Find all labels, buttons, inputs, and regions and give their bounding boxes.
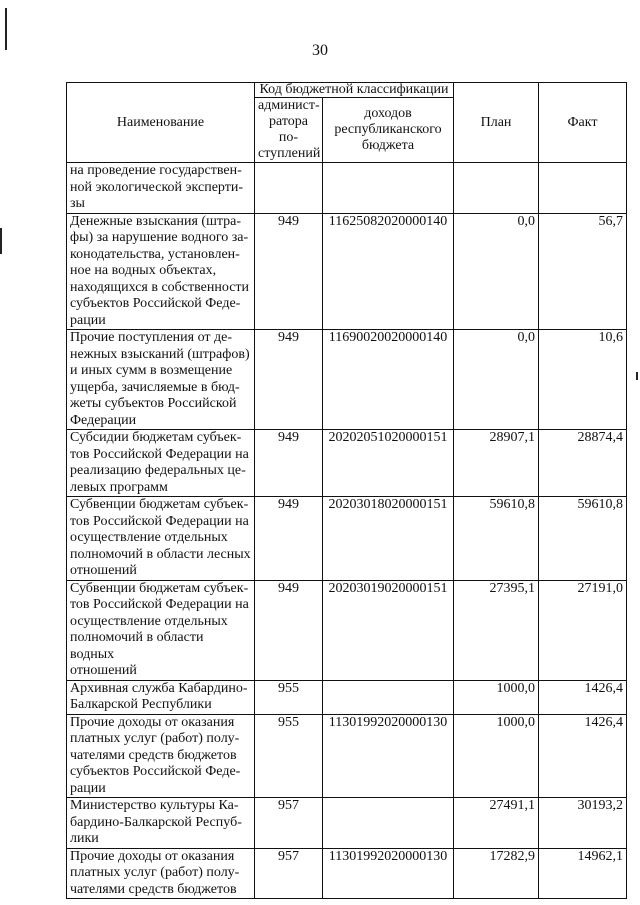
table-row xyxy=(67,430,627,497)
cell-admin-code: 957 xyxy=(255,848,323,899)
cell-fact: 27191,0 xyxy=(539,580,627,680)
table-row xyxy=(67,497,627,581)
cell-plan: 27395,1 xyxy=(454,580,539,680)
cell-admin-code: 955 xyxy=(255,680,323,714)
cell-plan: 27491,1 xyxy=(454,798,539,849)
cell-income-code: 11301992020000130 xyxy=(323,848,454,899)
cell-plan: 17282,9 xyxy=(454,848,539,899)
cell-name: Субсидии бюджетам субъек- тов Российской Федерации на реализацию федеральных це- левых программ xyxy=(67,430,255,497)
cell-name: Субвенции бюджетам субъек- тов Российской Федерации на осуществление отдельных полномочий в области водных отношений xyxy=(67,580,255,680)
cell-income-code: 20202051020000151 xyxy=(323,430,454,497)
header-name: Наименование xyxy=(67,83,255,163)
cell-admin-code: 949 xyxy=(255,497,323,581)
cell-plan: 1000,0 xyxy=(454,714,539,798)
cell-fact xyxy=(539,163,627,214)
header-plan: План xyxy=(454,83,539,163)
table-row xyxy=(67,848,627,899)
cell-admin-code: 949 xyxy=(255,330,323,430)
cell-admin-code: 949 xyxy=(255,580,323,680)
budget-table xyxy=(66,82,627,899)
cell-fact: 14962,1 xyxy=(539,848,627,899)
cell-name: Архивная служба Кабардино- Балкарской Республики xyxy=(67,680,255,714)
cell-fact: 1426,4 xyxy=(539,680,627,714)
table-row xyxy=(67,163,627,214)
cell-plan: 59610,8 xyxy=(454,497,539,581)
cell-admin-code: 957 xyxy=(255,798,323,849)
cell-fact: 30193,2 xyxy=(539,798,627,849)
table-row xyxy=(67,213,627,330)
table-row xyxy=(67,680,627,714)
cell-income-code: 11625082020000140 xyxy=(323,213,454,330)
cell-plan xyxy=(454,163,539,214)
table-row xyxy=(67,330,627,430)
cell-plan: 0,0 xyxy=(454,330,539,430)
cell-name: Денежные взыскания (штра- фы) за нарушение водного за- конодательства, установлен- ное на водных объектах, находящихся в собственности субъектов Российской Феде- рации xyxy=(67,213,255,330)
cell-name: Субвенции бюджетам субъек- тов Российской Федерации на осуществление отдельных полномочий в области лесных отношений xyxy=(67,497,255,581)
cell-fact: 59610,8 xyxy=(539,497,627,581)
table-row xyxy=(67,714,627,798)
cell-fact: 10,6 xyxy=(539,330,627,430)
cell-fact: 1426,4 xyxy=(539,714,627,798)
cell-admin-code: 949 xyxy=(255,430,323,497)
cell-income-code: 11690020020000140 xyxy=(323,330,454,430)
cell-admin-code: 949 xyxy=(255,213,323,330)
cell-name: Прочие доходы от оказания платных услуг (работ) полу- чателями средств бюджетов xyxy=(67,848,255,899)
cell-income-code: 20203019020000151 xyxy=(323,580,454,680)
cell-income-code xyxy=(323,163,454,214)
cell-income-code xyxy=(323,798,454,849)
cell-plan: 28907,1 xyxy=(454,430,539,497)
cell-plan: 0,0 xyxy=(454,213,539,330)
header-fact: Факт xyxy=(539,83,627,163)
header-admin: админист- ратора по- ступлений xyxy=(255,98,323,163)
cell-name: Прочие доходы от оказания платных услуг (работ) полу- чателями средств бюджетов субъектов Российской Феде- рации xyxy=(67,714,255,798)
cell-fact: 56,7 xyxy=(539,213,627,330)
table-body xyxy=(67,163,627,899)
cell-name: Министерство культуры Ка- бардино-Балкарской Респуб- лики xyxy=(67,798,255,849)
cell-admin-code xyxy=(255,163,323,214)
scan-edge-mark xyxy=(636,372,638,380)
table-row xyxy=(67,580,627,680)
header-code-group: Код бюджетной классификации xyxy=(255,83,454,98)
cell-name: Прочие поступления от де- нежных взысканий (штрафов) и иных сумм в возмещение ущерба, зачисляемые в бюд- жеты субъектов Российской Федерации xyxy=(67,330,255,430)
cell-plan: 1000,0 xyxy=(454,680,539,714)
cell-income-code: 11301992020000130 xyxy=(323,714,454,798)
cell-fact: 28874,4 xyxy=(539,430,627,497)
page-number: 30 xyxy=(312,42,328,59)
cell-income-code: 20203018020000151 xyxy=(323,497,454,581)
cell-admin-code: 955 xyxy=(255,714,323,798)
cell-name: на проведение государствен- ной экологической эксперти- зы xyxy=(67,163,255,214)
table-row xyxy=(67,798,627,849)
scan-edge-mark xyxy=(0,228,2,254)
cell-income-code xyxy=(323,680,454,714)
header-income: доходов республиканского бюджета xyxy=(323,98,454,163)
